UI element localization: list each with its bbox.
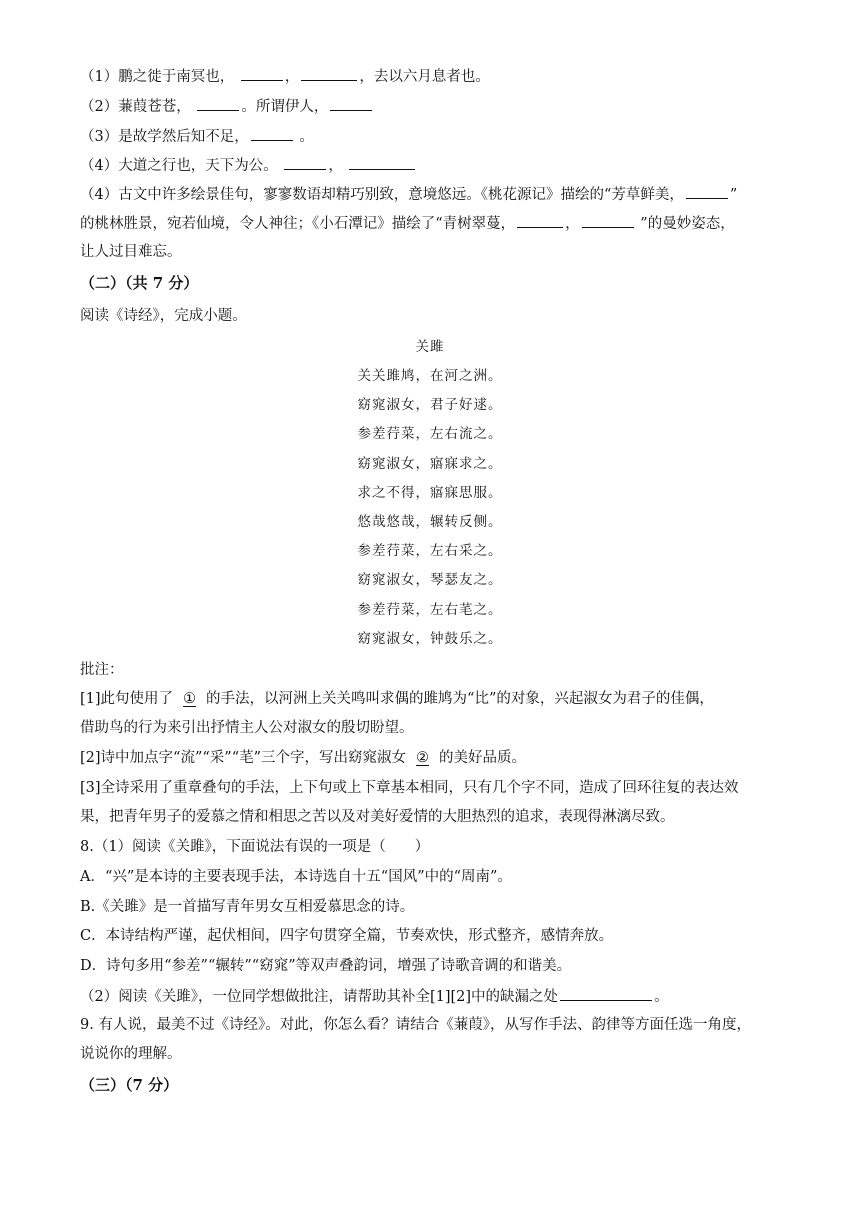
poem-line: 参差荇菜，左右采之。 [357, 543, 503, 560]
poem-line: 参差荇菜，左右流之。 [357, 426, 503, 443]
question-8-part2: （2）阅读《关雎》，一位同学想做批注，请帮助其补全[1][2]中的缺漏之处 。 [80, 986, 790, 1007]
annotation-3-cont: 果，把青年男子的爱慕之情和相思之苦以及对美好爱情的大胆热烈的追求，表现得淋漓尽致。 [80, 809, 675, 825]
section3-heading: （三）（7 分） [80, 1076, 179, 1094]
answer-blank[interactable] [349, 155, 415, 170]
poem-line: 求之不得，寤寐思服。 [357, 484, 503, 501]
annotation-blank-1[interactable]: ① [183, 691, 197, 707]
answer-blank[interactable] [241, 66, 283, 81]
annotation-1-cont: 借助鸟的行为来引出抒情主人公对淑女的殷切盼望。 [80, 720, 414, 736]
section2-intro: 阅读《诗经》，完成小题。 [80, 308, 247, 324]
answer-blank[interactable] [284, 155, 326, 170]
fill-q3: （3）是故学然后知不足， 。 [80, 126, 790, 147]
poem-line: 悠哉悠哉，辗转反侧。 [357, 514, 503, 530]
option-b[interactable]: B.《关雎》是一首描写青年男女互相爱慕思念的诗。 [80, 899, 415, 915]
question-9: 9. 有人说，最美不过《诗经》。对此，你怎么看？请结合《蒹葭》，从写作手法、韵律等方面任选一角度， [80, 1017, 751, 1033]
poem-line: 参差荇菜，左右芼之。 [357, 601, 503, 618]
fill-q5-line1: （4）古文中许多绘景佳句，寥寥数语却精巧别致，意境悠远。《桃花源记》描绘的“芳草鲜美， ” [80, 184, 790, 205]
option-c[interactable]: C．本诗结构严谨，起伏相间，四字句贯穿全篇，节奏欢快，形式整齐，感情奔放。 [80, 928, 614, 944]
poem-line: 窈窕淑女，君子好逑。 [357, 397, 503, 414]
answer-blank[interactable] [251, 126, 293, 141]
answer-blank[interactable] [330, 96, 372, 111]
answer-blank[interactable] [582, 213, 634, 228]
fill-q2: （2）蒹葭苍苍， 。所谓伊人， [80, 96, 790, 117]
poem-line: 关关雎鸠，在河之洲。 [357, 368, 503, 384]
answer-blank[interactable] [517, 213, 563, 228]
fill-q5-line2: 的桃林胜景，宛若仙境，令人神往；《小石潭记》描绘了“青树翠蔓， ， ”的曼妙姿态， [80, 213, 790, 234]
annotation-1: [1]此句使用了 ① 的手法，以河洲上关关鸣叫求偶的雎鸠为“比”的对象，兴起淑女为君子的佳偶， [80, 691, 714, 707]
question-9-cont: 说说你的理解。 [80, 1046, 182, 1062]
annotation-blank-2[interactable]: ② [416, 750, 430, 766]
poem-title: 关雎 [415, 339, 445, 355]
annotation-label: 批注： [80, 662, 124, 678]
poem-line: 窈窕淑女，琴瑟友之。 [357, 572, 503, 589]
fill-q4: （4）大道之行也，天下为公。 ， [80, 155, 790, 176]
annotation-3: [3]全诗采用了重章叠句的手法，上下句或上下章基本相同，只有几个字不同，造成了回环往复的表达效 [80, 780, 739, 796]
annotation-2: [2]诗中加点字“流”“采”“芼”三个字，写出窈窕淑女 ② 的美好品质。 [80, 750, 527, 766]
poem-line: 窈窕淑女，寤寐求之。 [357, 455, 503, 472]
question-8-stem: 8.（1）阅读《关雎》，下面说法有误的一项是（ ） [80, 839, 430, 855]
section2-heading: （二）（共 7 分） [80, 274, 199, 292]
option-d[interactable]: D．诗句多用“参差”“辗转”“窈窕”等双声叠韵词，增强了诗歌音调的和谐美。 [80, 958, 572, 974]
answer-blank[interactable] [301, 66, 357, 81]
option-a[interactable]: A．“兴”是本诗的主要表现手法，本诗选自十五“国风”中的“周南”。 [80, 869, 512, 885]
poem-line: 窈窕淑女，钟鼓乐之。 [357, 630, 503, 647]
answer-blank[interactable] [686, 184, 728, 199]
answer-blank[interactable] [560, 986, 652, 1001]
fill-q5-line3: 让人过目难忘。 [80, 244, 182, 260]
fill-q1: （1）鹏之徙于南冥也， ， ，去以六月息者也。 [80, 66, 790, 87]
answer-blank[interactable] [197, 96, 239, 111]
